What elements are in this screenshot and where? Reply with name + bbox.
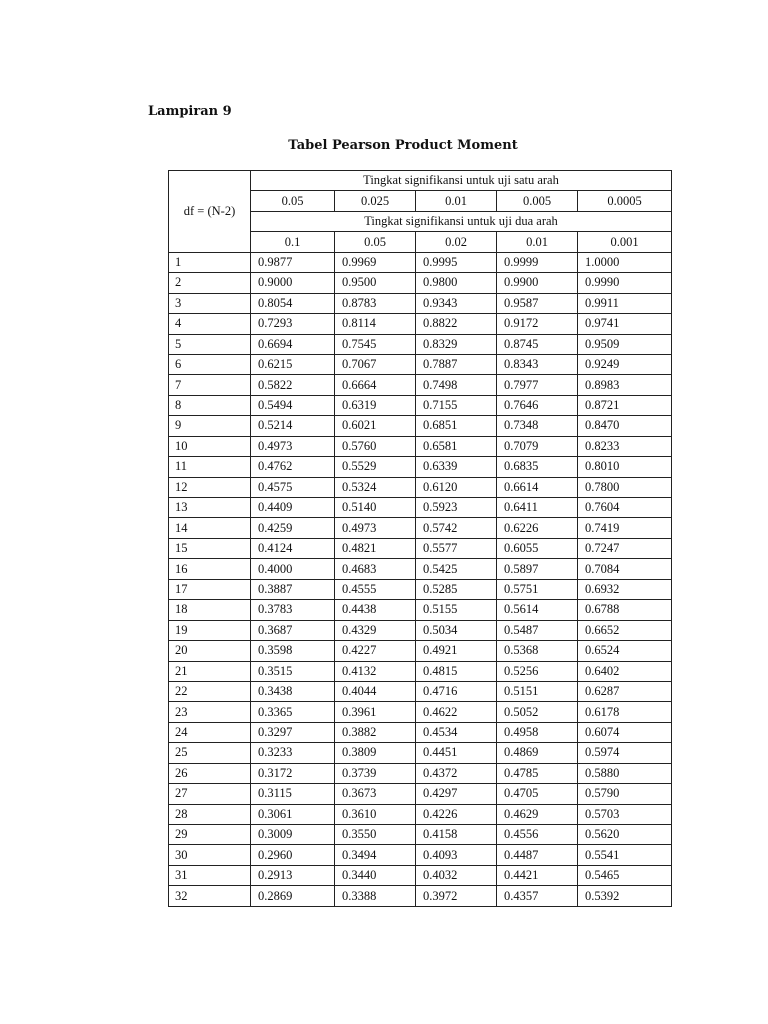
r-value-cell: 0.4259: [251, 518, 335, 538]
df-cell: 18: [169, 600, 251, 620]
r-value-cell: 0.4372: [416, 763, 497, 783]
r-value-cell: 0.6402: [578, 661, 672, 681]
table-row: [169, 436, 672, 456]
r-value-cell: 0.4958: [497, 722, 578, 742]
r-value-cell: 0.7977: [497, 375, 578, 395]
r-value-cell: 0.3172: [251, 763, 335, 783]
table-row: [169, 825, 672, 845]
r-value-cell: 0.3061: [251, 804, 335, 824]
r-value-cell: 0.3494: [335, 845, 416, 865]
r-value-cell: 0.3297: [251, 722, 335, 742]
r-value-cell: 0.7800: [578, 477, 672, 497]
r-value-cell: 0.4409: [251, 498, 335, 518]
r-value-cell: 0.5923: [416, 498, 497, 518]
r-value-cell: 0.5880: [578, 763, 672, 783]
r-value-cell: 0.6178: [578, 702, 672, 722]
r-value-cell: 0.4575: [251, 477, 335, 497]
r-value-cell: 0.5529: [335, 457, 416, 477]
r-value-cell: 0.5034: [416, 620, 497, 640]
r-value-cell: 0.3739: [335, 763, 416, 783]
table-row: [169, 845, 672, 865]
df-cell: 16: [169, 559, 251, 579]
r-value-cell: 0.4785: [497, 763, 578, 783]
r-value-cell: 0.5760: [335, 436, 416, 456]
r-value-cell: 0.3809: [335, 743, 416, 763]
df-cell: 22: [169, 681, 251, 701]
r-value-cell: 0.3233: [251, 743, 335, 763]
r-value-cell: 0.4622: [416, 702, 497, 722]
r-value-cell: 0.8745: [497, 334, 578, 354]
r-value-cell: 0.4451: [416, 743, 497, 763]
one-tailed-level: 0.0005: [578, 191, 672, 211]
r-value-cell: 0.9995: [416, 252, 497, 272]
r-value-cell: 0.6055: [497, 538, 578, 558]
r-value-cell: 0.5494: [251, 395, 335, 415]
r-value-cell: 0.5368: [497, 641, 578, 661]
one-tailed-header: Tingkat signifikansi untuk uji satu arah: [251, 171, 672, 191]
r-value-cell: 0.7079: [497, 436, 578, 456]
r-value-cell: 0.9969: [335, 252, 416, 272]
df-cell: 27: [169, 784, 251, 804]
df-cell: 4: [169, 314, 251, 334]
df-cell: 32: [169, 886, 251, 906]
r-value-cell: 0.3365: [251, 702, 335, 722]
r-value-cell: 0.9877: [251, 252, 335, 272]
r-value-cell: 0.9900: [497, 273, 578, 293]
table-row: [169, 559, 672, 579]
r-value-cell: 0.4421: [497, 865, 578, 885]
r-value-cell: 0.9800: [416, 273, 497, 293]
table-row: [169, 702, 672, 722]
r-value-cell: 0.4032: [416, 865, 497, 885]
r-value-cell: 0.4921: [416, 641, 497, 661]
r-value-cell: 0.4093: [416, 845, 497, 865]
r-value-cell: 0.4132: [335, 661, 416, 681]
r-value-cell: 0.5620: [578, 825, 672, 845]
r-value-cell: 0.4297: [416, 784, 497, 804]
table-row: [169, 681, 672, 701]
r-value-cell: 0.7604: [578, 498, 672, 518]
r-value-cell: 0.6664: [335, 375, 416, 395]
table-row: [169, 865, 672, 885]
r-value-cell: 0.3961: [335, 702, 416, 722]
r-value-cell: 0.6120: [416, 477, 497, 497]
r-value-cell: 0.4226: [416, 804, 497, 824]
df-cell: 1: [169, 252, 251, 272]
r-value-cell: 0.8822: [416, 314, 497, 334]
r-value-cell: 0.5751: [497, 579, 578, 599]
r-value-cell: 0.6215: [251, 354, 335, 374]
r-value-cell: 0.9741: [578, 314, 672, 334]
r-value-cell: 0.6411: [497, 498, 578, 518]
r-value-cell: 0.6932: [578, 579, 672, 599]
df-cell: 31: [169, 865, 251, 885]
r-value-cell: 0.5790: [578, 784, 672, 804]
r-value-cell: 1.0000: [578, 252, 672, 272]
df-cell: 19: [169, 620, 251, 640]
df-cell: 15: [169, 538, 251, 558]
r-value-cell: 0.3515: [251, 661, 335, 681]
r-value-cell: 0.3388: [335, 886, 416, 906]
r-value-cell: 0.5392: [578, 886, 672, 906]
r-value-cell: 0.9990: [578, 273, 672, 293]
table-row: [169, 252, 672, 272]
one-tailed-level: 0.05: [251, 191, 335, 211]
r-value-cell: 0.4629: [497, 804, 578, 824]
r-value-cell: 0.5151: [497, 681, 578, 701]
r-value-cell: 0.6652: [578, 620, 672, 640]
r-value-cell: 0.7067: [335, 354, 416, 374]
table-row: [169, 784, 672, 804]
df-cell: 26: [169, 763, 251, 783]
r-value-cell: 0.7419: [578, 518, 672, 538]
df-cell: 14: [169, 518, 251, 538]
r-value-cell: 0.4815: [416, 661, 497, 681]
r-value-cell: 0.7155: [416, 395, 497, 415]
r-value-cell: 0.3598: [251, 641, 335, 661]
table-row: [169, 579, 672, 599]
table-row: [169, 538, 672, 558]
df-cell: 6: [169, 354, 251, 374]
r-value-cell: 0.3009: [251, 825, 335, 845]
r-value-cell: 0.6319: [335, 395, 416, 415]
table-row: [169, 395, 672, 415]
table-row: [169, 477, 672, 497]
r-value-cell: 0.5285: [416, 579, 497, 599]
r-value-cell: 0.8721: [578, 395, 672, 415]
r-value-cell: 0.8233: [578, 436, 672, 456]
r-value-cell: 0.5324: [335, 477, 416, 497]
r-value-cell: 0.5465: [578, 865, 672, 885]
r-value-cell: 0.3438: [251, 681, 335, 701]
df-cell: 30: [169, 845, 251, 865]
r-value-cell: 0.6021: [335, 416, 416, 436]
r-value-cell: 0.6835: [497, 457, 578, 477]
r-value-cell: 0.5897: [497, 559, 578, 579]
r-value-cell: 0.8983: [578, 375, 672, 395]
table-row: [169, 743, 672, 763]
r-value-cell: 0.4762: [251, 457, 335, 477]
table-row: [169, 416, 672, 436]
r-value-cell: 0.9343: [416, 293, 497, 313]
r-value-cell: 0.3783: [251, 600, 335, 620]
r-value-cell: 0.5256: [497, 661, 578, 681]
r-value-cell: 0.7498: [416, 375, 497, 395]
r-value-cell: 0.4683: [335, 559, 416, 579]
r-value-cell: 0.8329: [416, 334, 497, 354]
r-value-cell: 0.5425: [416, 559, 497, 579]
r-value-cell: 0.6694: [251, 334, 335, 354]
r-value-cell: 0.6524: [578, 641, 672, 661]
r-value-cell: 0.8470: [578, 416, 672, 436]
pearson-table: [168, 170, 672, 907]
table-row: [169, 661, 672, 681]
r-value-cell: 0.8114: [335, 314, 416, 334]
df-cell: 28: [169, 804, 251, 824]
one-tailed-level: 0.005: [497, 191, 578, 211]
r-value-cell: 0.6788: [578, 600, 672, 620]
df-cell: 2: [169, 273, 251, 293]
table-row: [169, 600, 672, 620]
r-value-cell: 0.3887: [251, 579, 335, 599]
df-cell: 13: [169, 498, 251, 518]
r-value-cell: 0.4869: [497, 743, 578, 763]
two-tailed-header: Tingkat signifikansi untuk uji dua arah: [251, 211, 672, 231]
r-value-cell: 0.2960: [251, 845, 335, 865]
r-value-cell: 0.5052: [497, 702, 578, 722]
r-value-cell: 0.4329: [335, 620, 416, 640]
two-tailed-level: 0.02: [416, 232, 497, 252]
df-cell: 17: [169, 579, 251, 599]
r-value-cell: 0.7293: [251, 314, 335, 334]
two-tailed-level: 0.05: [335, 232, 416, 252]
r-value-cell: 0.2913: [251, 865, 335, 885]
table-row: [169, 334, 672, 354]
r-value-cell: 0.4158: [416, 825, 497, 845]
one-tailed-level: 0.01: [416, 191, 497, 211]
r-value-cell: 0.9911: [578, 293, 672, 313]
r-value-cell: 0.3882: [335, 722, 416, 742]
r-value-cell: 0.6287: [578, 681, 672, 701]
table-row: [169, 457, 672, 477]
r-value-cell: 0.3687: [251, 620, 335, 640]
header-row-one-tailed: [169, 171, 672, 191]
two-tailed-level: 0.001: [578, 232, 672, 252]
table-row: [169, 804, 672, 824]
table-row: [169, 722, 672, 742]
r-value-cell: 0.9172: [497, 314, 578, 334]
r-value-cell: 0.7887: [416, 354, 497, 374]
df-cell: 7: [169, 375, 251, 395]
r-value-cell: 0.4124: [251, 538, 335, 558]
r-value-cell: 0.3972: [416, 886, 497, 906]
r-value-cell: 0.5742: [416, 518, 497, 538]
r-value-cell: 0.2869: [251, 886, 335, 906]
r-value-cell: 0.5703: [578, 804, 672, 824]
r-value-cell: 0.3610: [335, 804, 416, 824]
r-value-cell: 0.6074: [578, 722, 672, 742]
r-value-cell: 0.5487: [497, 620, 578, 640]
r-value-cell: 0.4000: [251, 559, 335, 579]
r-value-cell: 0.4555: [335, 579, 416, 599]
one-tailed-level: 0.025: [335, 191, 416, 211]
df-cell: 3: [169, 293, 251, 313]
r-value-cell: 0.9587: [497, 293, 578, 313]
r-value-cell: 0.3550: [335, 825, 416, 845]
r-value-cell: 0.6581: [416, 436, 497, 456]
df-header: df = (N-2): [169, 171, 251, 253]
r-value-cell: 0.5614: [497, 600, 578, 620]
two-tailed-level: 0.1: [251, 232, 335, 252]
table-row: [169, 354, 672, 374]
df-cell: 25: [169, 743, 251, 763]
r-value-cell: 0.9000: [251, 273, 335, 293]
r-value-cell: 0.5155: [416, 600, 497, 620]
r-value-cell: 0.8343: [497, 354, 578, 374]
r-value-cell: 0.8054: [251, 293, 335, 313]
r-value-cell: 0.4556: [497, 825, 578, 845]
r-value-cell: 0.3440: [335, 865, 416, 885]
r-value-cell: 0.7646: [497, 395, 578, 415]
r-value-cell: 0.4487: [497, 845, 578, 865]
r-value-cell: 0.7545: [335, 334, 416, 354]
table-row: [169, 498, 672, 518]
r-value-cell: 0.3115: [251, 784, 335, 804]
table-row: [169, 273, 672, 293]
r-value-cell: 0.4534: [416, 722, 497, 742]
r-value-cell: 0.4821: [335, 538, 416, 558]
r-value-cell: 0.7084: [578, 559, 672, 579]
r-value-cell: 0.5974: [578, 743, 672, 763]
r-value-cell: 0.6339: [416, 457, 497, 477]
table-title: Tabel Pearson Product Moment: [288, 138, 518, 153]
r-value-cell: 0.9500: [335, 273, 416, 293]
df-cell: 9: [169, 416, 251, 436]
r-value-cell: 0.7348: [497, 416, 578, 436]
table-row: [169, 763, 672, 783]
df-cell: 20: [169, 641, 251, 661]
df-cell: 10: [169, 436, 251, 456]
r-value-cell: 0.5140: [335, 498, 416, 518]
r-value-cell: 0.6851: [416, 416, 497, 436]
r-value-cell: 0.4438: [335, 600, 416, 620]
r-value-cell: 0.4973: [251, 436, 335, 456]
r-value-cell: 0.9249: [578, 354, 672, 374]
r-value-cell: 0.5822: [251, 375, 335, 395]
table-row: [169, 886, 672, 906]
r-value-cell: 0.4973: [335, 518, 416, 538]
df-cell: 23: [169, 702, 251, 722]
df-cell: 5: [169, 334, 251, 354]
appendix-label: Lampiran 9: [148, 104, 232, 119]
r-value-cell: 0.8010: [578, 457, 672, 477]
table-row: [169, 375, 672, 395]
two-tailed-level: 0.01: [497, 232, 578, 252]
r-value-cell: 0.9999: [497, 252, 578, 272]
r-value-cell: 0.9509: [578, 334, 672, 354]
df-cell: 24: [169, 722, 251, 742]
r-value-cell: 0.4705: [497, 784, 578, 804]
table-row: [169, 641, 672, 661]
r-value-cell: 0.4716: [416, 681, 497, 701]
r-value-cell: 0.3673: [335, 784, 416, 804]
df-cell: 21: [169, 661, 251, 681]
r-value-cell: 0.6226: [497, 518, 578, 538]
r-value-cell: 0.5541: [578, 845, 672, 865]
r-value-cell: 0.8783: [335, 293, 416, 313]
r-value-cell: 0.4044: [335, 681, 416, 701]
r-value-cell: 0.4357: [497, 886, 578, 906]
r-value-cell: 0.6614: [497, 477, 578, 497]
r-value-cell: 0.7247: [578, 538, 672, 558]
table-row: [169, 620, 672, 640]
r-value-cell: 0.5577: [416, 538, 497, 558]
table-row: [169, 293, 672, 313]
df-cell: 11: [169, 457, 251, 477]
df-cell: 12: [169, 477, 251, 497]
df-cell: 8: [169, 395, 251, 415]
table-row: [169, 314, 672, 334]
r-value-cell: 0.5214: [251, 416, 335, 436]
df-cell: 29: [169, 825, 251, 845]
r-value-cell: 0.4227: [335, 641, 416, 661]
table-row: [169, 518, 672, 538]
